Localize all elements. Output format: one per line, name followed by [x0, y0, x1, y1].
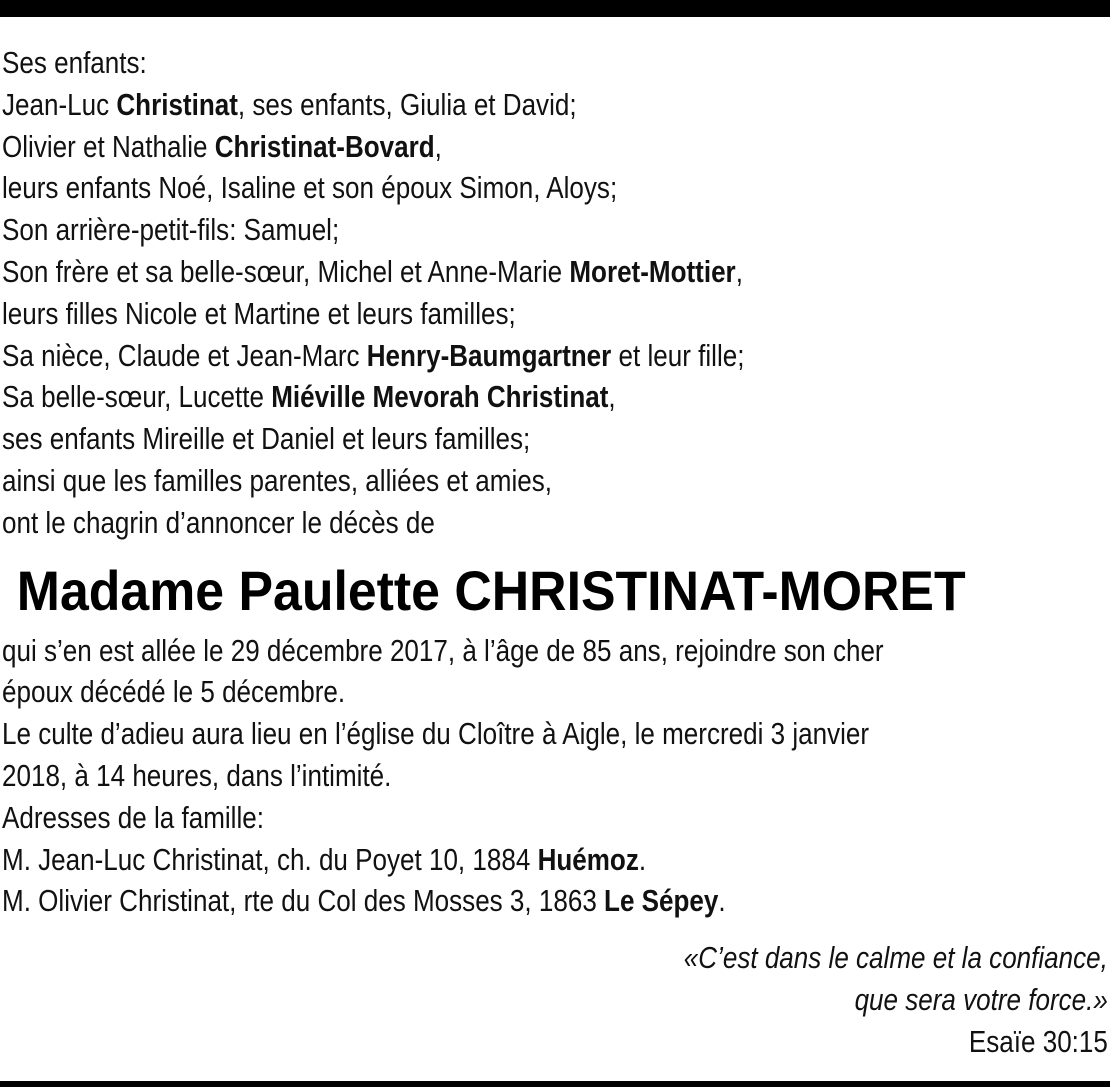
address-line: M. Jean-Luc Christinat, ch. du Poyet 10, 1884 Huémoz. [2, 841, 647, 877]
family-surname: Christinat-Bovard [214, 128, 435, 164]
verse-line: «C’est dans le calme et la confiance, [683, 940, 1108, 975]
family-line: Sa nièce, Claude et Jean-Marc Henry-Baumgartner et leur fille; [2, 337, 745, 373]
family-line: leurs enfants Noé, Isaline et son époux Simon, Aloys; [2, 170, 618, 206]
family-surname: Henry-Baumgartner [366, 337, 612, 373]
addresses-heading: Adresses de la famille: [2, 799, 264, 835]
address-place: Le Sépey [604, 883, 719, 919]
address-line: M. Olivier Christinat, rte du Col des Mosses 3, 1863 Le Sépey. [2, 883, 726, 919]
top-rule [0, 0, 1110, 17]
family-line: ses enfants Mireille et Daniel et leurs familles; [2, 421, 531, 457]
family-line: Olivier et Nathalie Christinat-Bovard, [2, 128, 442, 164]
family-line: Jean-Luc Christinat, ses enfants, Giulia et David; [2, 86, 577, 122]
bible-verse [603, 937, 1108, 1062]
family-line: leurs filles Nicole et Martine et leurs familles; [2, 295, 516, 331]
verse-reference: Esaïe 30:15 [969, 1023, 1108, 1059]
details-line: époux décédé le 5 décembre. [2, 674, 346, 710]
family-surname: Christinat [116, 86, 238, 122]
family-intro: Ses enfants: [2, 45, 147, 80]
details-line: qui s’en est allée le 29 décembre 2017, à l’âge de 85 ans, rejoindre son cher [2, 632, 884, 668]
obituary-notice [2, 42, 1108, 922]
family-line: Son arrière-petit-fils: Samuel; [2, 212, 340, 248]
ceremony-line: 2018, à 14 heures, dans l’intimité. [2, 757, 392, 793]
deceased-name: Madame Paulette CHRISTINAT-MORET [16, 558, 966, 622]
family-line: Son frère et sa belle-sœur, Michel et Anne-Marie Moret-Mottier, [2, 253, 743, 289]
announcement-line: ont le chagrin d’annoncer le décès de [2, 504, 435, 540]
family-line: ainsi que les familles parentes, alliées et amies, [2, 462, 553, 498]
verse-line: que sera votre force.» [854, 981, 1108, 1017]
family-surname: Moret-Mottier [569, 253, 736, 289]
family-surname: Miéville Mevorah Christinat [271, 379, 609, 415]
address-place: Huémoz [537, 841, 639, 877]
bottom-rule [0, 1081, 1110, 1087]
ceremony-line: Le culte d’adieu aura lieu en l’église du Cloître à Aigle, le mercredi 3 janvier [2, 716, 870, 752]
family-line: Sa belle-sœur, Lucette Miéville Mevorah Christinat, [2, 379, 616, 415]
